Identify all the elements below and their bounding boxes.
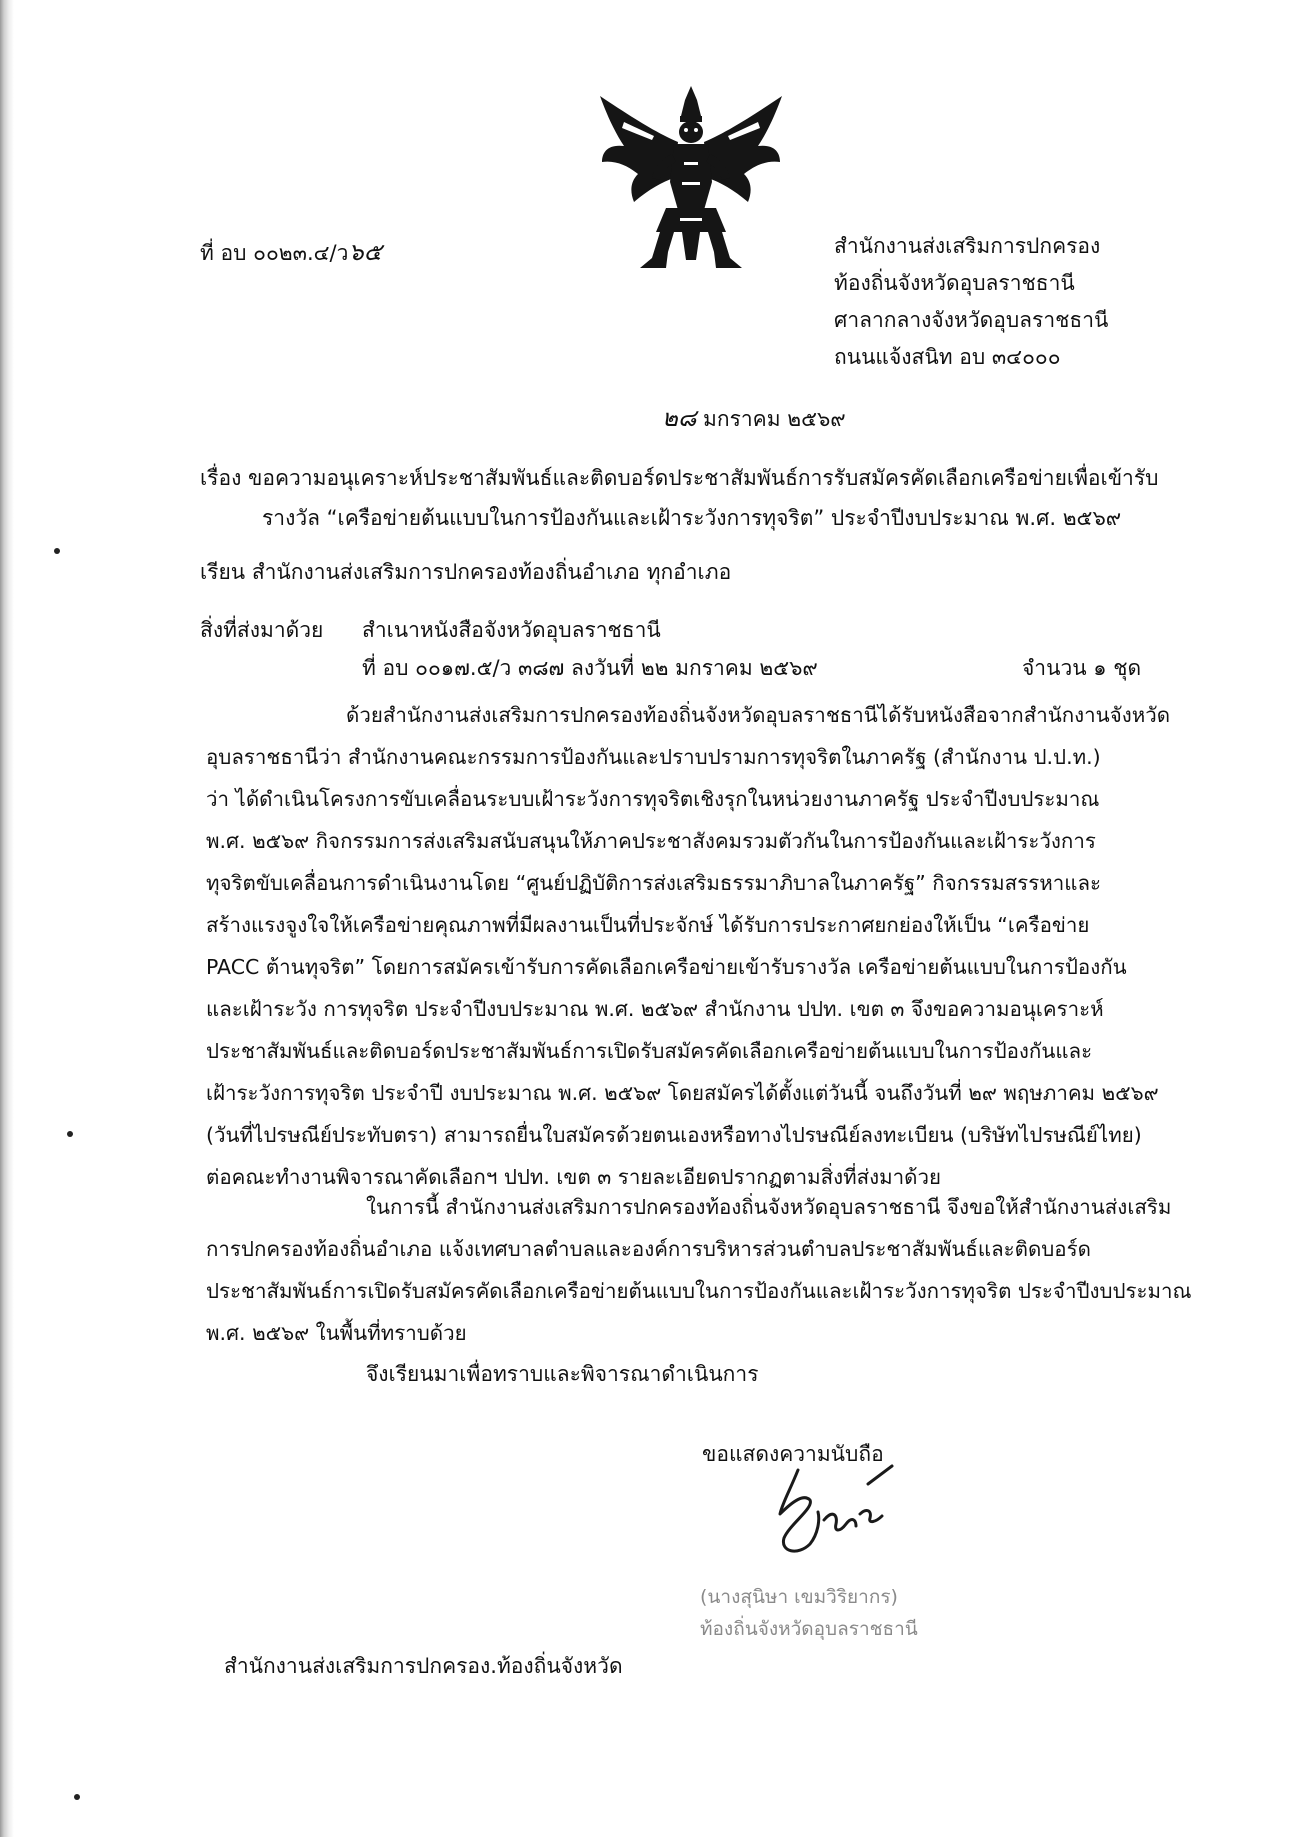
handwritten-date-day: ๒๘ [662,404,697,432]
sender-line: ศาลากลางจังหวัดอุบลราชธานี [834,308,1109,332]
scan-speck [54,548,60,554]
subject-label: เรื่อง [200,466,242,490]
recipient-text: สำนักงานส่งเสริมการปกครองท้องถิ่นอำเภอ ทุกอำเภอ [251,560,732,584]
recipient-label: เรียน [200,560,246,584]
handwritten-signature-icon [760,1460,900,1590]
sender-address [834,228,1108,376]
scan-edge [0,0,14,1837]
reference-number [200,232,382,271]
paragraph-line: PACC ต้านทุจริต” โดยการสมัครเข้ารับการคัดเลือกเครือข่ายเข้ารับรางวัล เครือข่ายต้นแบบในการป้องกัน [206,955,1127,979]
handwritten-ref-suffix: ๖๕ [348,238,382,266]
footer-office: สำนักงานส่งเสริมการปกครอง.ท้องถิ่นจังหวัด [224,1654,623,1678]
paragraph-line: ในการนี้ สำนักงานส่งเสริมการปกครองท้องถิ่นจังหวัดอุบลราชธานี จึงขอให้สำนักงานส่งเสริม [366,1195,1172,1219]
enclosure-quantity: จำนวน ๑ ชุด [1022,656,1142,680]
closing-line: จึงเรียนมาเพื่อทราบและพิจารณาดำเนินการ [366,1362,759,1386]
document-date [662,398,846,437]
salutation: ขอแสดงความนับถือ [702,1442,884,1466]
body-paragraph-2 [206,1186,1192,1354]
paragraph-line: สร้างแรงจูงใจให้เครือข่ายคุณภาพที่มีผลงานเป็นที่ประจักษ์ ได้รับการประกาศยกย่องให้เป็น “เครือข่าย [206,913,1090,937]
paragraph-line: ว่า ได้ดำเนินโครงการขับเคลื่อนระบบเฝ้าระวังการทุจริตเชิงรุกในหน่วยงานภาครัฐ ประจำปีงบประมาณ [206,787,1100,811]
date-month-year: มกราคม ๒๕๖๙ [703,407,846,431]
garuda-emblem-icon [594,82,788,272]
paragraph-line: พ.ศ. ๒๕๖๙ กิจกรรมการส่งเสริมสนับสนุนให้ภาคประชาสังคมรวมตัวกันในการป้องกันและเฝ้าระวังการ [206,829,1096,853]
paragraph-line: ประชาสัมพันธ์และติดบอร์ดประชาสัมพันธ์การเปิดรับสมัครคัดเลือกเครือข่ายต้นแบบในการป้องกันและ [206,1039,1093,1063]
recipient-block [200,556,731,589]
sender-line: ท้องถิ่นจังหวัดอุบลราชธานี [834,271,1075,295]
paragraph-line: อุบลราชธานีว่า สำนักงานคณะกรรมการป้องกันและปราบปรามการทุจริตในภาครัฐ (สำนักงาน ป.ป.ท.) [206,745,1101,769]
ref-number-text: ที่ อบ ๐๐๒๓.๔/ว [200,241,349,265]
paragraph-line: ต่อคณะทำงานพิจารณาคัดเลือกฯ ปปท. เขต ๓ รายละเอียดปรากฏตามสิ่งที่ส่งมาด้วย [206,1165,942,1189]
signer-position: ท้องถิ่นจังหวัดอุบลราชธานี [700,1618,918,1640]
paragraph-line: และเฝ้าระวัง การทุจริต ประจำปีงบประมาณ พ.ศ. ๒๕๖๙ สำนักงาน ปปท. เขต ๓ จึงขอความอนุเคราะห์ [206,997,1104,1021]
paragraph-line: ทุจริตขับเคลื่อนการดำเนินงานโดย “ศูนย์ปฏิบัติการส่งเสริมธรรมาภิบาลในภาครัฐ” กิจกรรมสรรหาและ [206,871,1102,895]
sender-line: ถนนแจ้งสนิท อบ ๓๔๐๐๐ [834,345,1061,369]
sender-line: สำนักงานส่งเสริมการปกครอง [834,234,1101,258]
enclosure-label: สิ่งที่ส่งมาด้วย [200,618,324,642]
body-paragraph-1 [206,694,1171,1198]
paragraph-line: เฝ้าระวังการทุจริต ประจำปี งบประมาณ พ.ศ. ๒๕๖๙ โดยสมัครได้ตั้งแต่วันนี้ จนถึงวันที่ ๒๙ พฤษภาคม ๒๕๖๙ [206,1081,1159,1105]
subject-text-cont: รางวัล “เครือข่ายต้นแบบในการป้องกันและเฝ้าระวังการทุจริต” ประจำปีงบประมาณ พ.ศ. ๒๕๖๙ [262,506,1122,530]
scan-speck [74,1794,80,1800]
enclosure-line2: ที่ อบ ๐๐๑๗.๕/ว ๓๘๗ ลงวันที่ ๒๒ มกราคม ๒๕๖๙ [362,656,818,680]
signer-name: (นางสุนิษา เขมวิริยากร) [700,1586,898,1608]
paragraph-line: พ.ศ. ๒๕๖๙ ในพื้นที่ทราบด้วย [206,1321,467,1345]
scan-speck [67,1131,73,1137]
paragraph-line: (วันที่ไปรษณีย์ประทับตรา) สามารถยื่นใบสมัครด้วยตนเองหรือทางไปรษณีย์ลงทะเบียน (บริษัทไปรษณีย์ไทย) [206,1123,1142,1147]
enclosure-line1: สำเนาหนังสือจังหวัดอุบลราชธานี [362,618,661,642]
paragraph-line: ประชาสัมพันธ์การเปิดรับสมัครคัดเลือกเครือข่ายต้นแบบในการป้องกันและเฝ้าระวังการทุจริต ประจำปีงบประมาณ [206,1279,1192,1303]
paragraph-line: ด้วยสำนักงานส่งเสริมการปกครองท้องถิ่นจังหวัดอุบลราชธานีได้รับหนังสือจากสำนักงานจังหวัด [346,703,1171,727]
subject-block [200,458,1158,538]
subject-text: ขอความอนุเคราะห์ประชาสัมพันธ์และติดบอร์ดประชาสัมพันธ์การรับสมัครคัดเลือกเครือข่ายเพื่อเข้ารับ [248,466,1159,490]
paragraph-line: การปกครองท้องถิ่นอำเภอ แจ้งเทศบาลตำบลและองค์การบริหารส่วนตำบลประชาสัมพันธ์และติดบอร์ด [206,1237,1091,1261]
